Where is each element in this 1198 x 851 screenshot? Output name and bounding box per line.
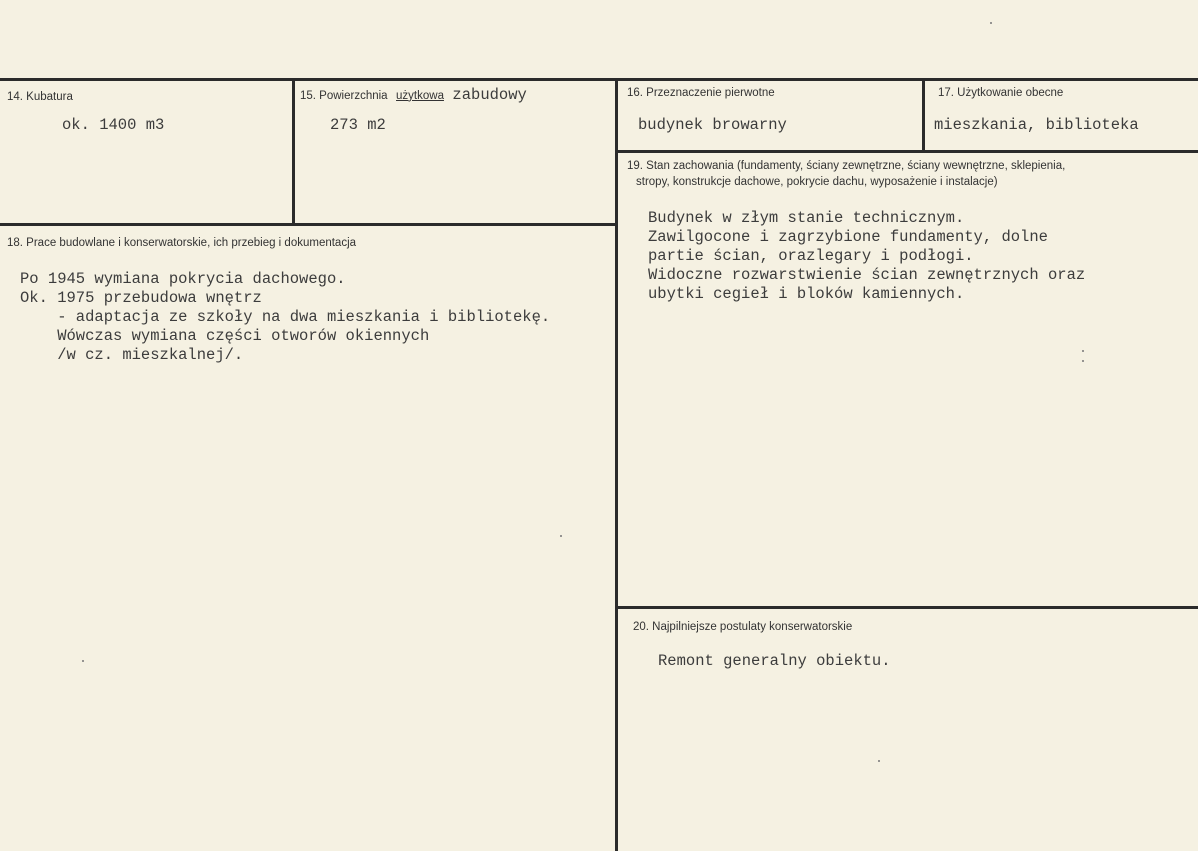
field-18-text bbox=[20, 270, 550, 365]
field-19-line: Zawilgocone i zagrzybione fundamenty, dolne bbox=[648, 228, 1048, 246]
field-19-line: ubytki cegieł i bloków kamiennych. bbox=[648, 285, 965, 303]
top-rule bbox=[0, 78, 1198, 81]
field-14-label: 14. Kubatura bbox=[7, 91, 73, 103]
paper-speck bbox=[82, 660, 84, 662]
field-14-value: ok. 1400 m3 bbox=[62, 116, 165, 134]
paper-speck bbox=[1082, 350, 1084, 352]
paper-speck bbox=[560, 535, 562, 537]
field-18-line: Wówczas wymiana części otworów okiennych bbox=[20, 327, 430, 345]
field-15-label-struck: użytkowa bbox=[396, 90, 444, 102]
field-18-label: 18. Prace budowlane i konserwatorskie, ich przebieg i dokumentacja bbox=[7, 237, 357, 249]
field-19-label-line2: stropy, konstrukcje dachowe, pokrycie dachu, wyposażenie i instalacje) bbox=[636, 176, 998, 188]
rule-right-upper bbox=[617, 150, 1198, 153]
field-16-value: budynek browarny bbox=[638, 116, 787, 134]
field-16-label: 16. Przeznaczenie pierwotne bbox=[627, 87, 775, 99]
field-19-text bbox=[648, 209, 1085, 304]
field-19-line: partie ścian, orazlegary i podłogi. bbox=[648, 247, 974, 265]
rule-left-middle bbox=[0, 223, 618, 226]
field-15-label-printed: 15. Powierzchnia bbox=[300, 90, 388, 102]
field-18-line: Po 1945 wymiana pokrycia dachowego. bbox=[20, 270, 346, 288]
divider-center bbox=[615, 78, 618, 851]
paper-speck bbox=[990, 22, 992, 24]
divider-14-15 bbox=[292, 78, 295, 225]
field-17-value: mieszkania, biblioteka bbox=[934, 116, 1139, 134]
field-18-line: Ok. 1975 przebudowa wnętrz bbox=[20, 289, 262, 307]
rule-right-lower bbox=[617, 606, 1198, 609]
field-18-line: /w cz. mieszkalnej/. bbox=[20, 346, 244, 364]
field-17-label: 17. Użytkowanie obecne bbox=[938, 87, 1064, 99]
field-15-value: 273 m2 bbox=[330, 116, 386, 134]
field-20-value: Remont generalny obiektu. bbox=[658, 652, 891, 670]
field-20-label: 20. Najpilniejsze postulaty konserwatorskie bbox=[633, 621, 853, 633]
field-15-label bbox=[300, 86, 527, 105]
field-19-line: Budynek w złym stanie technicznym. bbox=[648, 209, 965, 227]
field-15-label-typed: zabudowy bbox=[452, 86, 527, 104]
field-19-line: Widoczne rozwarstwienie ścian zewnętrznych oraz bbox=[648, 266, 1086, 284]
field-19-label-line1: 19. Stan zachowania (fundamenty, ściany zewnętrzne, ściany wewnętrzne, sklepienia, bbox=[627, 160, 1066, 172]
field-18-line: - adaptacja ze szkoły na dwa mieszkania i bibliotekę. bbox=[20, 308, 551, 326]
divider-16-17 bbox=[922, 78, 925, 152]
paper-speck bbox=[878, 760, 880, 762]
paper-speck bbox=[1082, 360, 1084, 362]
